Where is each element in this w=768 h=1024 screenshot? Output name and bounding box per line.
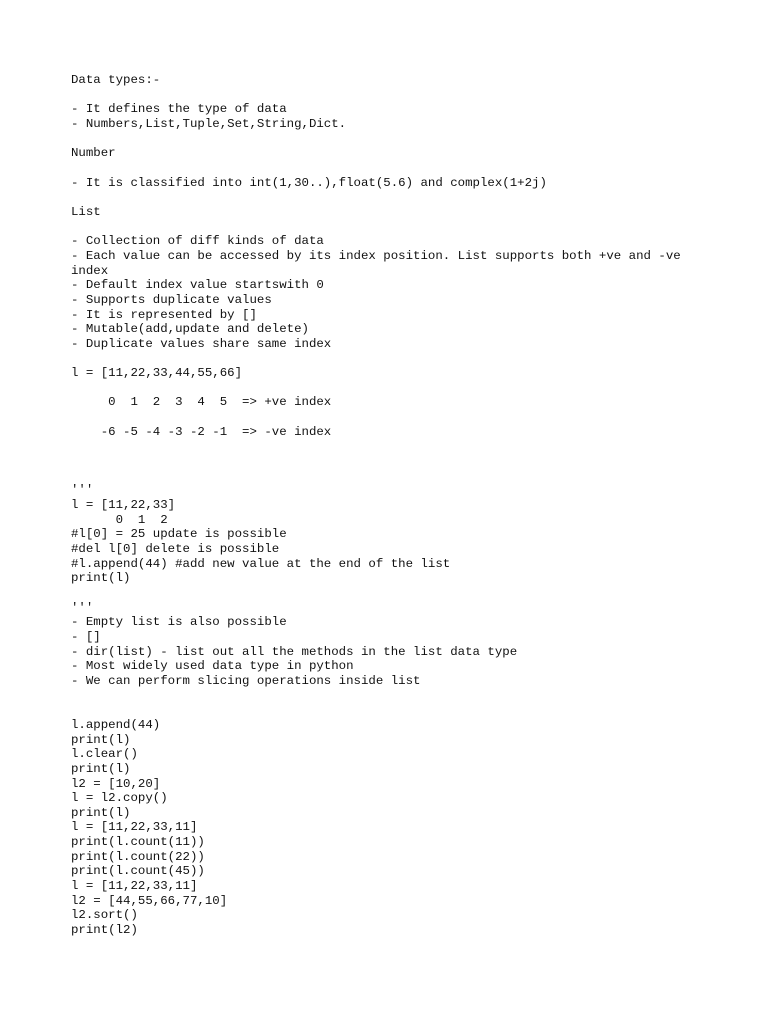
text-line: - It defines the type of data xyxy=(71,102,287,117)
text-line: print(l) xyxy=(71,571,131,586)
text-line: print(l.count(22)) xyxy=(71,849,205,864)
text-line: - dir(list) - list out all the methods in the list data type xyxy=(71,644,518,659)
text-line: l2 = [44,55,66,77,10] xyxy=(71,893,228,908)
text-line: - Most widely used data type in python xyxy=(71,659,354,674)
text-line: - Numbers,List,Tuple,Set,String,Dict. xyxy=(71,116,347,131)
text-line: ''' xyxy=(71,483,94,498)
text-line: - It is represented by [] xyxy=(71,307,257,322)
text-line: - Each value can be accessed by its index position. List supports both +ve and -ve xyxy=(71,248,681,263)
text-line: Data types:- xyxy=(71,73,161,87)
text-line: print(l) xyxy=(71,761,131,776)
text-line: l.append(44) xyxy=(71,717,161,732)
text-line: 0 1 2 3 4 5 => +ve index xyxy=(71,395,332,410)
text-line: List xyxy=(71,204,101,219)
text-line: -6 -5 -4 -3 -2 -1 => -ve index xyxy=(71,424,332,439)
text-line xyxy=(71,439,711,454)
text-line: - It is classified into int(1,30..),float(5.6) and complex(1+2j) xyxy=(71,175,547,190)
text-line xyxy=(71,132,711,147)
text-line: - Supports duplicate values xyxy=(71,292,272,307)
text-line xyxy=(71,161,711,176)
text-line: l = [11,22,33,11] xyxy=(71,879,198,894)
text-line xyxy=(71,469,711,484)
text-line xyxy=(71,410,711,425)
text-line: - Mutable(add,update and delete) xyxy=(71,322,309,337)
text-line xyxy=(71,703,711,718)
text-line xyxy=(71,586,711,601)
text-line: print(l2) xyxy=(71,923,138,938)
text-line: - Collection of diff kinds of data xyxy=(71,234,324,249)
text-line: l2 = [10,20] xyxy=(71,776,161,791)
text-line: - Duplicate values share same index xyxy=(71,336,332,351)
text-line xyxy=(71,190,711,205)
text-line: Number xyxy=(71,146,116,161)
text-line: print(l.count(11)) xyxy=(71,835,205,850)
text-line xyxy=(71,454,711,469)
text-line: l = [11,22,33] xyxy=(71,498,176,513)
text-line: - We can perform slicing operations inside list xyxy=(71,673,421,688)
text-line xyxy=(71,220,711,235)
text-line: l = [11,22,33,44,55,66] xyxy=(71,366,243,381)
text-line: #l.append(44) #add new value at the end of the list xyxy=(71,556,451,571)
text-line: - Default index value startswith 0 xyxy=(71,278,324,293)
text-line xyxy=(71,381,711,396)
text-line: print(l.count(45)) xyxy=(71,864,205,879)
text-line xyxy=(71,88,711,103)
text-line: l.clear() xyxy=(71,747,138,762)
document-text xyxy=(71,73,711,938)
text-line: print(l) xyxy=(71,732,131,747)
text-line: l = [11,22,33,11] xyxy=(71,820,198,835)
text-line: - [] xyxy=(71,629,101,644)
text-line: l = l2.copy() xyxy=(71,791,168,806)
text-line xyxy=(71,689,711,704)
text-line: #l[0] = 25 update is possible xyxy=(71,527,287,542)
text-line: #del l[0] delete is possible xyxy=(71,542,280,556)
text-line: index xyxy=(71,263,109,278)
text-line: print(l) xyxy=(71,805,131,820)
text-line: l2.sort() xyxy=(71,908,138,923)
text-line: 0 1 2 xyxy=(71,512,168,527)
text-line: - Empty list is also possible xyxy=(71,615,287,630)
text-line xyxy=(71,351,711,366)
text-line: ''' xyxy=(71,600,94,615)
